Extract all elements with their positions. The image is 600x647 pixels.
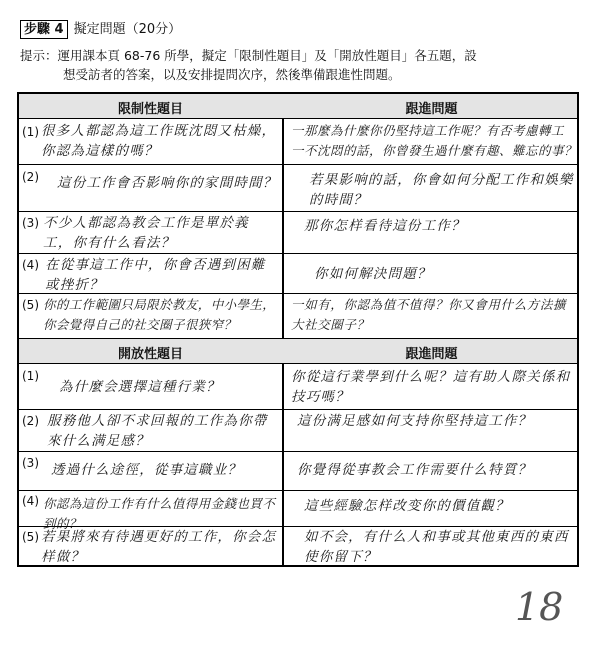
open-header-right: 跟進問題	[405, 347, 458, 362]
row-divider	[19, 211, 577, 212]
row-number: (2)	[22, 170, 39, 184]
open-header-left: 開放性題目	[117, 347, 183, 362]
row-divider	[19, 118, 577, 119]
row-divider	[19, 409, 577, 410]
open-question-2: 服務他人卻不求回報的工作為你帶來什么满足感？	[47, 413, 268, 449]
hint-line-1: 提示：運用課本頁 68-76 所學，擬定「限制性題目」及「開放性題目」各五題，設	[20, 48, 477, 63]
closed-question-4: 在從事這工作中，你會否遇到困難或挫折？	[45, 257, 266, 293]
hint-text	[20, 46, 580, 84]
closed-question-2: 這份工作會否影响你的家間時間？	[57, 175, 278, 191]
closed-followup-3: 那你怎样看待這份工作？	[304, 218, 466, 234]
closed-section-header	[19, 94, 577, 118]
row-divider	[19, 451, 577, 452]
open-followup-4: 這些經驗怎样改变你的價值觀？	[304, 498, 510, 514]
row-number: (5)	[22, 298, 39, 312]
row-number: (1)	[22, 369, 39, 383]
row-divider	[19, 253, 577, 254]
open-followup-2: 這份满足感如何支持你堅持這工作？	[297, 413, 533, 429]
closed-followup-5: 一如有，你認為值不值得？你又會用什么方法擴大社交圈子？	[291, 297, 567, 332]
question-table	[17, 92, 579, 567]
row-divider	[19, 293, 577, 294]
row-divider	[19, 490, 577, 491]
row-number: (1)	[22, 125, 39, 139]
closed-question-1: 很多人都認為這工作既沈悶又枯燥，你認為這樣的嗎？	[41, 123, 277, 159]
step-label: 步驟 4	[20, 20, 68, 39]
row-divider	[19, 164, 577, 165]
step-title: 擬定問題（20分）	[73, 22, 182, 37]
open-question-4: 你認為這份工作有什么值得用金錢也買不到的？	[43, 496, 276, 531]
row-number: (5)	[22, 530, 39, 544]
row-number: (4)	[22, 494, 39, 508]
closed-header-right: 跟進問題	[405, 102, 458, 117]
open-followup-1: 你從這行業學到什么呢？這有助人際关係和技巧嗎？	[291, 369, 571, 405]
open-followup-3: 你覺得從事教会工作需要什么特質？	[297, 462, 533, 478]
row-number: (3)	[22, 216, 39, 230]
closed-question-3: 不少人都認為教会工作是單於義工，你有什么看法？	[43, 215, 249, 251]
row-number: (4)	[22, 258, 39, 272]
closed-followup-1: 一那麼為什麼你仍堅持這工作呢？有否考慮轉工 一不沈悶的話，你曾發生過什麼有趣、難忘的事？	[291, 123, 578, 158]
closed-question-5: 你的工作範圍只局限於教友，中小學生，你会覺得自己的社交圈子很狹窄？	[43, 297, 276, 332]
hint-line-2: 想受訪者的答案，以及安排提問次序，然後準備跟進性問題。	[63, 67, 401, 82]
row-number: (2)	[22, 414, 39, 428]
open-question-1: 為什麼会選擇這種行業？	[59, 379, 221, 395]
open-followup-5: 如不会，有什么人和事或其他東西的東西使你留下？	[304, 529, 569, 565]
closed-header-left: 限制性題目	[117, 102, 183, 117]
step-heading	[20, 18, 181, 39]
closed-followup-4: 你如何解決問題？	[314, 266, 432, 282]
handwritten-score: 18	[515, 585, 564, 629]
row-divider	[19, 363, 577, 364]
closed-followup-2: 若果影响的話，你會如何分配工作和娛樂的時間？	[309, 172, 574, 208]
row-number: (3)	[22, 456, 39, 470]
open-section-header	[19, 339, 577, 363]
open-question-3: 透過什么途徑，從事這職业？	[51, 462, 243, 478]
open-question-5: 若果將來有待遇更好的工作，你会怎样做？	[41, 529, 277, 565]
